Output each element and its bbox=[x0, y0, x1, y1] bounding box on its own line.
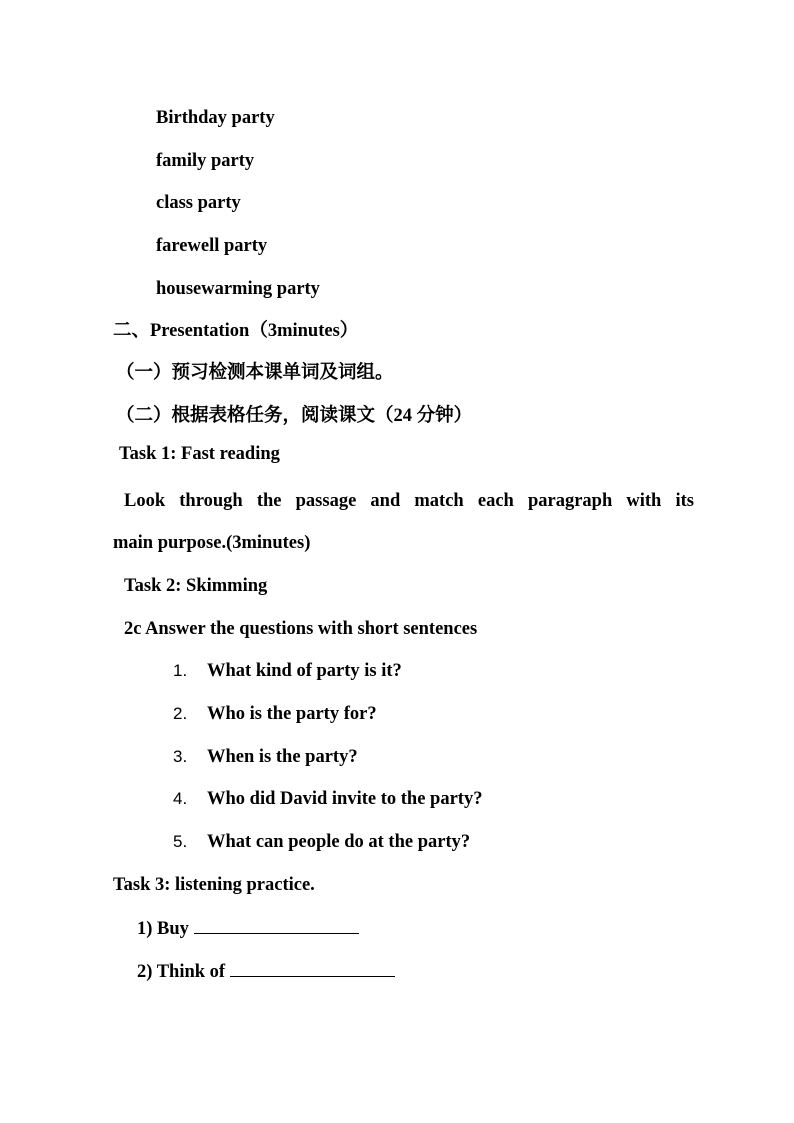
task1-title: Task 1: Fast reading bbox=[119, 444, 280, 464]
question-item bbox=[173, 745, 358, 769]
task2-instruction: 2c Answer the questions with short sentences bbox=[124, 619, 478, 639]
question-text: What can people do at the party? bbox=[207, 832, 471, 852]
party-type-housewarming: housewarming party bbox=[156, 279, 320, 299]
listening-item bbox=[137, 958, 395, 984]
question-number: 2. bbox=[173, 704, 188, 723]
party-type-birthday: Birthday party bbox=[156, 108, 275, 128]
section-heading-presentation: 二、Presentation（3minutes） bbox=[113, 321, 359, 341]
question-number: 1. bbox=[173, 661, 188, 680]
task1-instruction-line1: Look through the passage and match each paragraph with its bbox=[124, 491, 694, 511]
party-type-family: family party bbox=[156, 151, 255, 171]
answer-blank[interactable] bbox=[230, 958, 395, 977]
question-number: 3. bbox=[173, 747, 188, 766]
question-item bbox=[173, 830, 470, 854]
question-number: 5. bbox=[173, 832, 188, 851]
task1-instruction-line2: main purpose.(3minutes) bbox=[113, 533, 311, 553]
listening-item-label: 2) Think of bbox=[137, 962, 226, 982]
subsection-reading-task: （二）根据表格任务，阅读课文（24 分钟） bbox=[116, 406, 473, 426]
party-type-farewell: farewell party bbox=[156, 236, 268, 256]
question-item bbox=[173, 659, 402, 683]
question-item bbox=[173, 702, 377, 726]
listening-item-label: 1) Buy bbox=[137, 919, 189, 939]
question-text: When is the party? bbox=[207, 747, 358, 767]
question-text: Who is the party for? bbox=[207, 704, 377, 724]
question-number: 4. bbox=[173, 789, 188, 808]
question-item bbox=[173, 787, 482, 811]
subsection-preview-check: （一）预习检测本课单词及词组。 bbox=[116, 363, 394, 383]
question-text: What kind of party is it? bbox=[207, 661, 402, 681]
party-type-class: class party bbox=[156, 193, 241, 213]
listening-item bbox=[137, 915, 359, 941]
task3-title: Task 3: listening practice. bbox=[113, 875, 315, 895]
question-text: Who did David invite to the party? bbox=[207, 789, 483, 809]
task2-title: Task 2: Skimming bbox=[124, 576, 268, 596]
answer-blank[interactable] bbox=[194, 915, 359, 934]
